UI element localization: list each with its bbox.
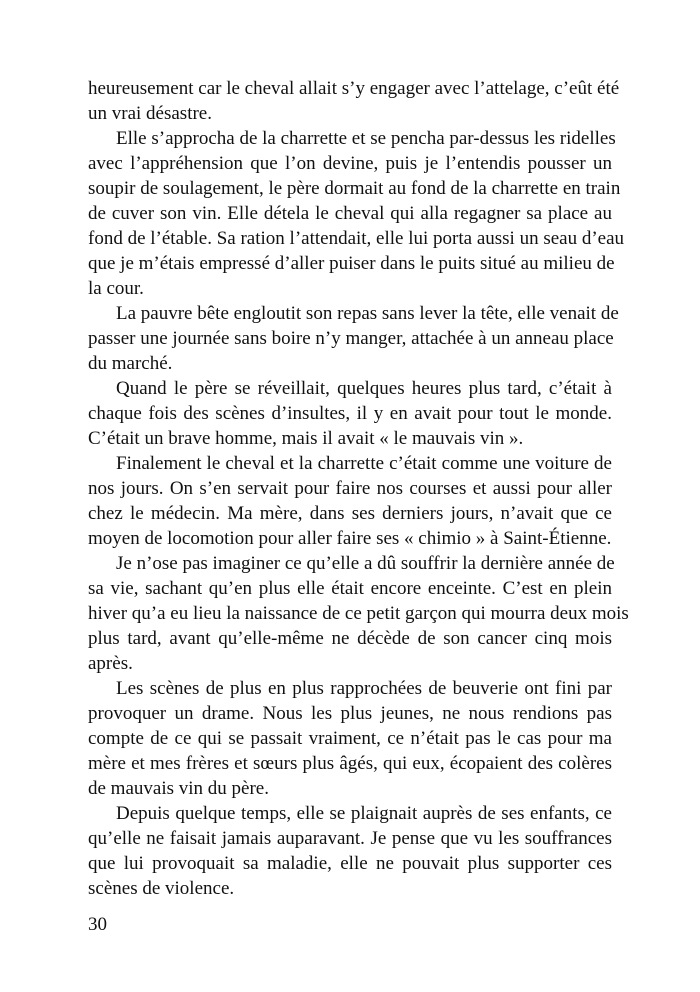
paragraph	[88, 301, 619, 376]
text-line: Depuis quelque temps, elle se plaignait auprès de ses enfants, ce	[116, 803, 612, 824]
text-line: après.	[88, 653, 133, 674]
text-line: Quand le père se réveillait, quelques heures plus tard, c’était à	[116, 378, 612, 399]
paragraph	[88, 126, 625, 301]
paragraph	[88, 551, 629, 676]
text-line: mère et mes frères et sœurs plus âgés, qui eux, écopaient des colères	[88, 753, 612, 774]
page-number: 30	[88, 914, 107, 935]
text-line: fond de l’étable. Sa ration l’attendait, elle lui porta aussi un seau d’eau	[88, 228, 625, 249]
text-line: que lui provoquait sa maladie, elle ne pouvait plus supporter ces	[88, 853, 612, 874]
text-line: hiver qu’a eu lieu la naissance de ce petit garçon qui mourra deux mois	[88, 603, 629, 624]
paragraph	[88, 376, 612, 451]
text-line: Les scènes de plus en plus rapprochées de beuverie ont fini par	[116, 678, 612, 699]
text-line: C’était un brave homme, mais il avait « le mauvais vin ».	[88, 428, 524, 449]
text-line: chaque fois des scènes d’insultes, il y en avait pour tout le monde.	[88, 403, 612, 424]
text-line: un vrai désastre.	[88, 103, 212, 124]
text-line: Finalement le cheval et la charrette c’était comme une voiture de	[116, 453, 612, 474]
text-line: compte de ce qui se passait vraiment, ce n’était pas le cas pour ma	[88, 728, 612, 749]
text-line: soupir de soulagement, le père dormait au fond de la charrette en train	[88, 178, 621, 199]
text-line: plus tard, avant qu’elle-même ne décède de son cancer cinq mois	[88, 628, 612, 649]
text-line: du marché.	[88, 353, 173, 374]
text-line: chez le médecin. Ma mère, dans ses derniers jours, n’avait que ce	[88, 503, 612, 524]
text-line: de mauvais vin du père.	[88, 778, 269, 799]
text-line: Elle s’approcha de la charrette et se pencha par-dessus les ridelles	[116, 128, 616, 149]
paragraph	[88, 801, 612, 901]
text-line: avec l’appréhension que l’on devine, puis je l’entendis pousser un	[88, 153, 612, 174]
text-line: La pauvre bête engloutit son repas sans lever la tête, elle venait de	[116, 303, 619, 324]
text-line: la cour.	[88, 278, 144, 299]
text-line: nos jours. On s’en servait pour faire nos courses et aussi pour aller	[88, 478, 612, 499]
text-line: que je m’étais empressé d’aller puiser dans le puits situé au milieu de	[88, 253, 615, 274]
text-line: provoquer un drame. Nous les plus jeunes, ne nous rendions pas	[88, 703, 612, 724]
paragraph	[88, 676, 612, 801]
text-line: moyen de locomotion pour aller faire ses « chimio » à Saint-Étienne.	[88, 528, 612, 549]
paragraph	[88, 76, 620, 126]
text-line: scènes de violence.	[88, 878, 235, 899]
text-line: qu’elle ne faisait jamais auparavant. Je pense que vu les souffrances	[88, 828, 612, 849]
text-line: heureusement car le cheval allait s’y engager avec l’attelage, c’eût été	[88, 78, 620, 99]
text-line: passer une journée sans boire n’y manger, attachée à un anneau place	[88, 328, 614, 349]
text-line: de cuver son vin. Elle détela le cheval qui alla regagner sa place au	[88, 203, 612, 224]
text-line: Je n’ose pas imaginer ce qu’elle a dû souffrir la dernière année de	[116, 553, 615, 574]
body-text	[88, 76, 629, 901]
text-line: sa vie, sachant qu’en plus elle était encore enceinte. C’est en plein	[88, 578, 612, 599]
paragraph	[88, 451, 612, 551]
